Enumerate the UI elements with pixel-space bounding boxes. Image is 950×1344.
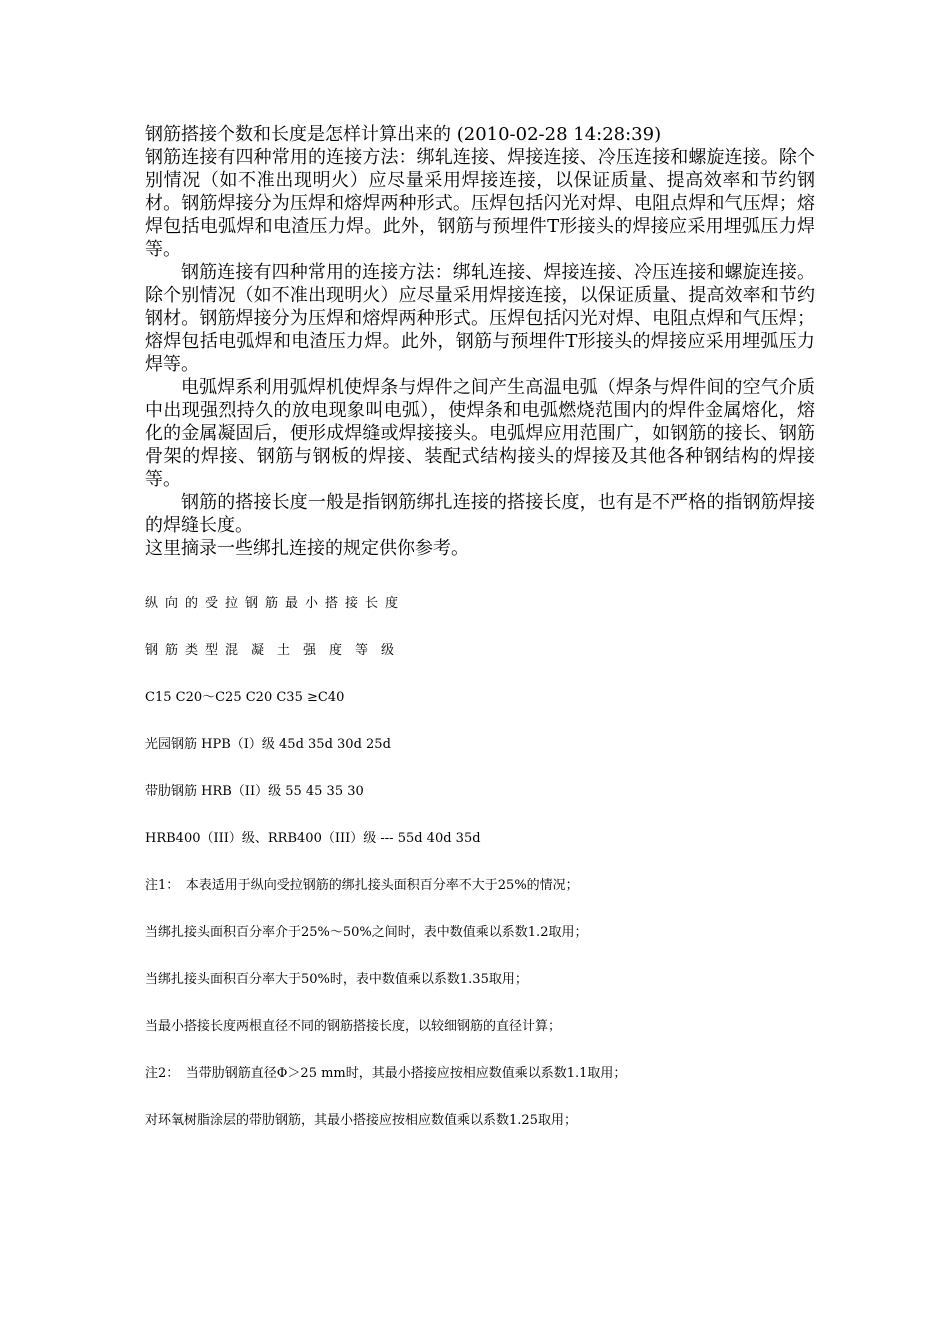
paragraph-2: 钢筋连接有四种常用的连接方法：绑轧连接、焊接连接、冷压连接和螺旋连接。除个别情况（如不准出现明火）应尽量采用焊接连接，以保证质量、提高效率和节约钢材。钢筋焊接分为压焊和熔焊两种形式。压焊包括闪光对焊、电阻点焊和气压焊；熔焊包括电弧焊和电渣压力焊。此外，钢筋与预埋件T形接头的焊接应采用埋弧压力焊等。: [145, 262, 815, 375]
paragraph-3: 电弧焊系利用弧焊机使焊条与焊件之间产生高温电弧（焊条与焊件间的空气介质中出现强烈持久的放电现象叫电弧），使焊条和电弧燃烧范围内的焊件金属熔化，熔化的金属凝固后，便形成焊缝或焊接接头。电弧焊应用范围广，如钢筋的接长、钢筋骨架的焊接、钢筋与钢板的焊接、装配式结构接头的焊接及其他各种钢结构的焊接等。: [145, 377, 815, 490]
note-2-line-2: 对环氧树脂涂层的带肋钢筋，其最小搭接应按相应数值乘以系数1.25取用；: [145, 1113, 577, 1128]
note-1-line-2: 当绑扎接头面积百分率介于25%～50%之间时，表中数值乘以系数1.2取用；: [145, 925, 588, 940]
paragraph-5: 这里摘录一些绑扎连接的规定供你参考。: [145, 538, 469, 559]
note-2: 注2： 当带肋钢筋直径Φ＞25 mm时，其最小搭接应按相应数值乘以系数1.1取用；: [145, 1066, 627, 1081]
note-1-line-3: 当绑扎接头面积百分率大于50%时，表中数值乘以系数1.35取用；: [145, 972, 528, 987]
paragraph-4: 钢筋的搭接长度一般是指钢筋绑扎连接的搭接长度，也有是不严格的指钢筋焊接的焊缝长度。: [145, 492, 815, 536]
table-header: [145, 643, 815, 659]
table-grades: C15 C20～C25 C20 C35 ≥C40: [145, 690, 345, 705]
header-grade: 混 凝 土 强 度 等 级: [225, 643, 395, 658]
document-title: 钢筋搭接个数和长度是怎样计算出来的 (2010-02-28 14:28:39): [145, 124, 662, 145]
note-1: 注1： 本表适用于纵向受拉钢筋的绑扎接头面积百分率不大于25%的情况；: [145, 878, 579, 893]
table-row-hrb: 带肋钢筋 HRB（II）级 55 45 35 30: [145, 784, 364, 799]
document-body: [145, 123, 815, 1129]
note-1-line-4: 当最小搭接长度两根直径不同的钢筋搭接长度，以较细钢筋的直径计算；: [145, 1019, 562, 1034]
table-row-hrb400: HRB400（III）级、RRB400（III）级 --- 55d 40d 35d: [145, 831, 481, 846]
table-caption: 纵向的受拉钢筋最小搭接长度: [145, 596, 406, 611]
header-type: 钢筋类型: [145, 643, 226, 658]
table-row-hpb: 光园钢筋 HPB（I）级 45d 35d 30d 25d: [145, 737, 391, 752]
paragraph-1: 钢筋连接有四种常用的连接方法：绑轧连接、焊接连接、冷压连接和螺旋连接。除个别情况（如不准出现明火）应尽量采用焊接连接，以保证质量、提高效率和节约钢材。钢筋焊接分为压焊和熔焊两种形式。压焊包括闪光对焊、电阻点焊和气压焊；熔焊包括电弧焊和电渣压力焊。此外，钢筋与预埋件T形接头的焊接应采用埋弧压力焊等。: [145, 147, 815, 260]
